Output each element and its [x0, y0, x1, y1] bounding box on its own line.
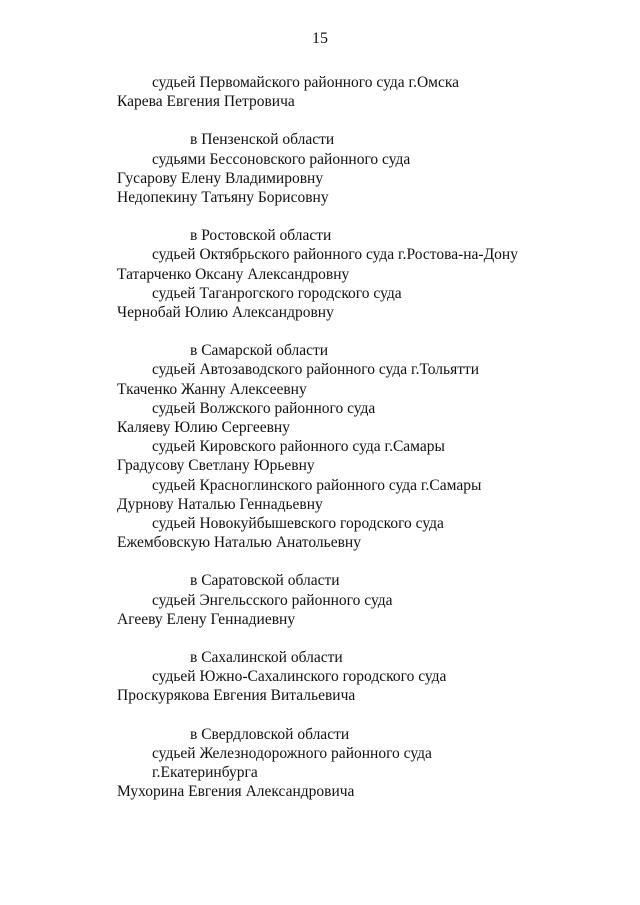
- court-line: г.Екатеринбурга: [152, 764, 258, 782]
- judge-name: Татарченко Оксану Александровну: [117, 265, 350, 283]
- judge-name: Проскурякова Евгения Витальевича: [117, 687, 356, 705]
- region-block: [0, 648, 640, 706]
- region-block: [0, 725, 640, 802]
- court-line: судьей Автозаводского районного суда г.Тольятти: [152, 361, 480, 379]
- region-heading: в Свердловской области: [190, 725, 350, 743]
- court-line: судьей Первомайского районного суда г.Омска: [152, 74, 460, 91]
- court-line: судьей Таганрогского городского суда: [152, 284, 402, 302]
- region-block: [0, 341, 640, 552]
- judge-name: Ежембовскую Наталью Анатольевну: [117, 534, 361, 552]
- court-line: судьями Бессоновского районного суда: [152, 150, 411, 168]
- judge-name: Чернобай Юлию Александровну: [117, 304, 334, 322]
- judge-name: Градусову Светлану Юрьевну: [117, 457, 315, 475]
- region-heading: в Пензенской области: [190, 131, 335, 149]
- court-line: судьей Октябрьского районного суда г.Ростова-на-Дону: [152, 246, 518, 264]
- court-line: судьей Новокуйбышевского городского суда: [152, 515, 444, 533]
- judge-name: Карева Евгения Петровича: [117, 93, 295, 111]
- judge-name: Мухорина Евгения Александровича: [117, 783, 355, 801]
- judge-name: Дурнову Наталью Геннадьевну: [117, 495, 323, 513]
- judge-name: Агееву Елену Геннадиевну: [117, 610, 296, 628]
- judge-name: Ткаченко Жанну Алексеевну: [117, 380, 307, 398]
- region-block: [0, 571, 640, 629]
- region-heading: в Сахалинской области: [190, 649, 343, 667]
- region-heading: в Саратовской области: [190, 572, 340, 590]
- region-heading: в Ростовской области: [190, 227, 332, 245]
- court-line: судьей Кировского районного суда г.Самары: [152, 438, 445, 456]
- region-heading: в Самарской области: [190, 342, 329, 360]
- court-line: судьей Железнодорожного районного суда: [152, 744, 432, 762]
- region-block: [0, 226, 640, 322]
- court-line: судьей Волжского районного суда: [152, 399, 376, 417]
- judge-name: Гусарову Елену Владимировну: [117, 169, 324, 187]
- court-line: судьей Южно-Сахалинского городского суда: [152, 668, 447, 686]
- page-number: 15: [312, 30, 328, 47]
- court-line: судьей Энгельсского районного суда: [152, 591, 393, 609]
- court-line: судьей Красноглинского районного суда г.Самары: [152, 476, 482, 494]
- judge-name: Каляеву Юлию Сергеевну: [117, 419, 290, 437]
- judge-name: Недопекину Татьяну Борисовну: [117, 189, 329, 207]
- region-block: [0, 73, 640, 111]
- region-block: [0, 130, 640, 207]
- appointment-list: [0, 73, 640, 821]
